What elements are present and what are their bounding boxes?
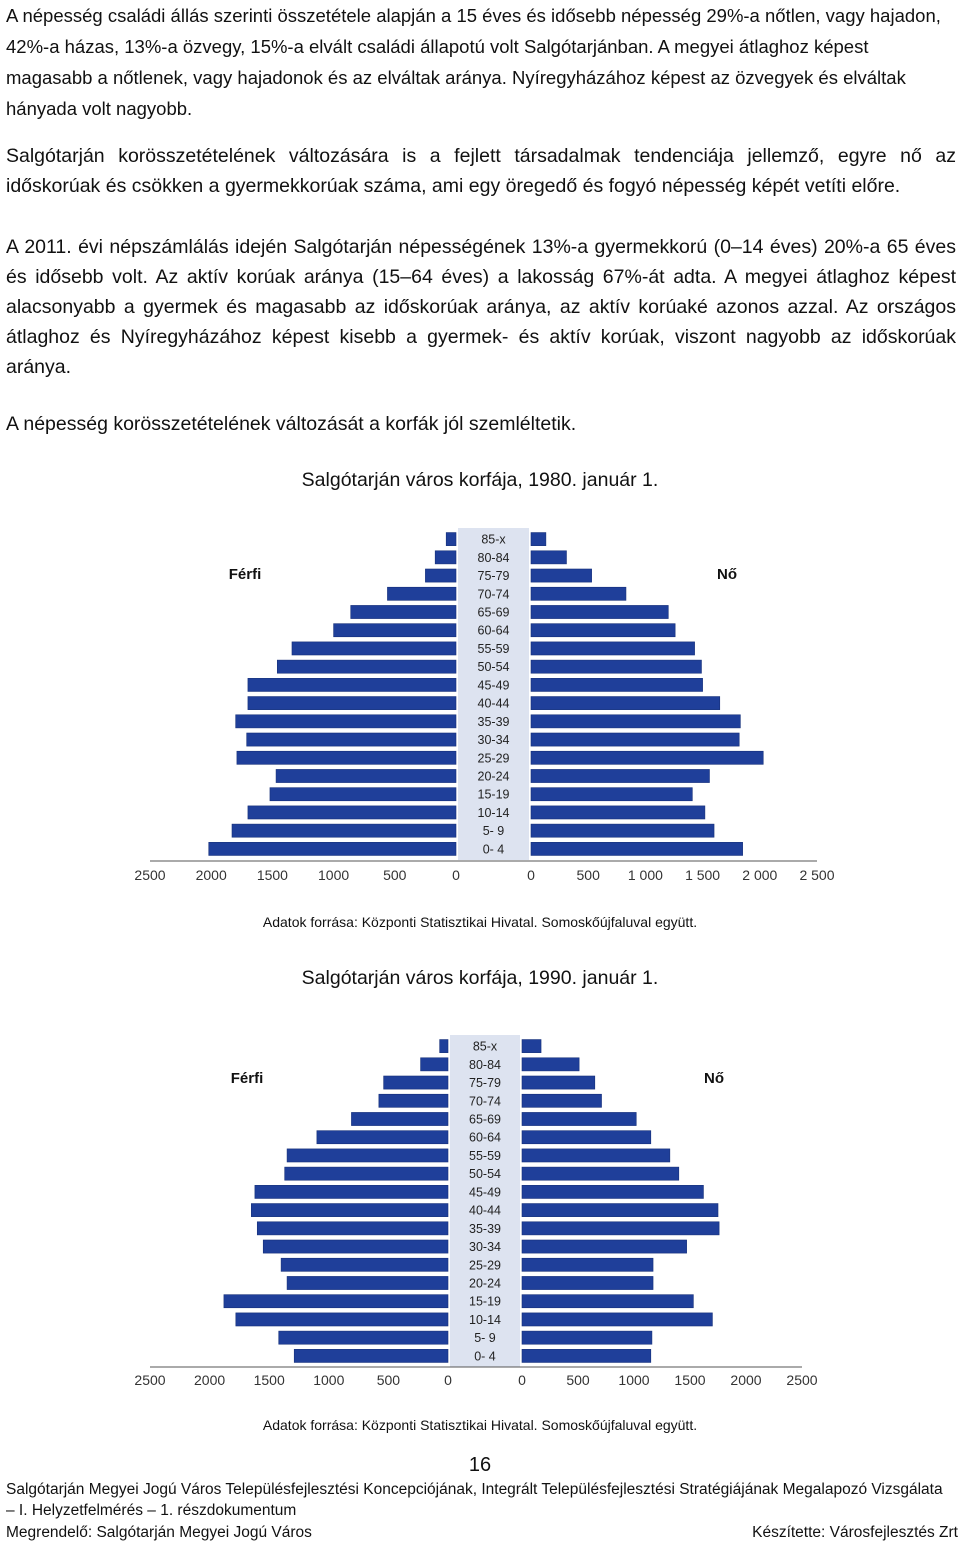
female-bar-65-69 [522, 1112, 636, 1125]
female-label: Nő [717, 566, 737, 583]
age-label: 85-x [472, 1039, 498, 1054]
footer-author: Készítette: Városfejlesztés Zrt [752, 1524, 958, 1541]
female-bar-75-79 [522, 1076, 595, 1089]
age-label: 25-29 [469, 1258, 501, 1273]
male-bar-35-39 [236, 715, 456, 728]
x-tick-label-female: 0 [527, 867, 535, 883]
age-label: 30-34 [477, 733, 510, 748]
age-label: 75-79 [477, 569, 510, 584]
female-bar-40-44 [522, 1204, 718, 1217]
age-label: 10-14 [477, 805, 510, 820]
paragraph-marital-status: A népesség családi állás szerinti összetétele alapján a 15 éves és idősebb népesség 29%-a nőtlen, vagy hajadon, 42%-a házas, 13%-a özvegy, 15%-a elvált családi állapotú volt Salgótarjánban. A megyei átlaghoz képest magasabb a nőtlenek, vagy hajadonok és az elváltak aránya. Nyíregyházához képest az özvegyek és elváltak hányada volt nagyobb. [6, 5, 941, 119]
male-bar-45-49 [255, 1185, 448, 1198]
age-label: 35-39 [469, 1221, 501, 1236]
age-label: 5- 9 [474, 1331, 496, 1346]
age-label: 25-29 [477, 751, 510, 766]
age-label: 20-24 [477, 769, 510, 784]
male-bar-80-84 [435, 551, 456, 564]
female-bar-30-34 [531, 733, 739, 746]
x-tick-label-female: 1 500 [685, 867, 721, 883]
female-bar-55-59 [522, 1149, 670, 1162]
x-tick-label-male: 500 [376, 1372, 401, 1388]
female-bar-10-14 [522, 1313, 712, 1326]
male-bar-40-44 [251, 1204, 448, 1217]
female-bar-40-44 [531, 697, 720, 710]
x-tick-label-male: 1000 [313, 1372, 345, 1388]
female-bar-70-74 [522, 1094, 602, 1107]
male-bar-15-19 [224, 1295, 448, 1308]
age-label: 15-19 [469, 1294, 501, 1309]
age-label: 40-44 [469, 1203, 501, 1218]
female-bar-35-39 [531, 715, 740, 728]
x-tick-label-male: 2500 [134, 1372, 166, 1388]
age-label: 15-19 [477, 787, 510, 802]
age-label: 40-44 [477, 696, 510, 711]
female-bar-50-54 [522, 1167, 679, 1180]
male-bar-10-14 [236, 1313, 448, 1326]
age-label: 55-59 [469, 1148, 501, 1163]
age-label: 35-39 [477, 714, 510, 729]
age-label: 50-54 [469, 1167, 501, 1182]
male-bar-60-64 [334, 624, 456, 637]
female-bar-20-24 [531, 769, 709, 782]
age-label: 60-64 [477, 623, 510, 638]
footer-line-1: Salgótarján Megyei Jogú Város Településfejlesztési Koncepciójának, Integrált Településfejlesztési Stratégiájának Megalapozó Vizsgálata [6, 1481, 943, 1498]
male-bar-50-54 [277, 660, 456, 673]
x-tick-label-female: 2 000 [742, 867, 778, 883]
age-label: 80-84 [477, 550, 510, 565]
male-bar-35-39 [257, 1222, 448, 1235]
female-bar-30-34 [522, 1240, 687, 1253]
female-bar-65-69 [531, 605, 668, 618]
age-label: 55-59 [477, 641, 510, 656]
chart-title-1980: Salgótarján város korfája, 1980. január 1. [301, 469, 659, 491]
age-label: 85-x [481, 532, 506, 547]
female-bar-50-54 [531, 660, 701, 673]
female-bar-45-49 [531, 678, 703, 691]
age-label: 10-14 [469, 1312, 501, 1327]
male-bar-60-64 [317, 1131, 448, 1144]
male-bar-30-34 [247, 733, 456, 746]
population-pyramid-1990 [0, 1028, 960, 1394]
female-bar-0-4 [522, 1349, 651, 1362]
male-bar-65-69 [351, 605, 456, 618]
male-bar-5-9 [279, 1331, 448, 1344]
x-tick-label-female: 2 500 [799, 867, 835, 883]
population-pyramid-1980 [0, 520, 960, 892]
male-bar-65-69 [351, 1112, 448, 1125]
page-number: 16 [468, 1454, 492, 1476]
chart-source-1990: Adatok forrása: Központi Statisztikai Hivatal. Somoskőújfaluval együtt. [262, 1417, 698, 1433]
x-tick-label-male: 2500 [134, 867, 166, 883]
female-bar-5-9 [522, 1331, 652, 1344]
age-label: 0- 4 [474, 1349, 496, 1364]
female-bar-55-59 [531, 642, 695, 655]
male-bar-30-34 [263, 1240, 448, 1253]
female-bar-60-64 [522, 1131, 651, 1144]
paragraph-pyramids-intro: A népesség korösszetételének változását a korfák jól szemléltetik. [6, 413, 577, 435]
male-bar-45-49 [248, 678, 456, 691]
male-bar-20-24 [287, 1276, 448, 1289]
male-bar-5-9 [232, 824, 456, 837]
male-bar-85-x [446, 533, 456, 546]
x-tick-label-female: 2000 [730, 1372, 762, 1388]
age-label: 50-54 [477, 660, 510, 675]
x-tick-label-male: 2000 [194, 1372, 226, 1388]
age-label: 0- 4 [482, 842, 505, 857]
male-bar-70-74 [387, 587, 456, 600]
female-bar-85-x [522, 1040, 541, 1053]
paragraph-census-2011: A 2011. évi népszámlálás idején Salgótarján népességének 13%-a gyermekkorú (0–14 éves) 20%-a 65 éves és idősebb volt. Az aktív korúak aránya (15–64 éves) a lakosság 67%-át adta. A megyei átlaghoz képest alacsonyabb a gyermek és magasabb az időskorúak aránya, az aktív korúaké azonos azzal. Az országos átlaghoz és Nyíregyházához képest kisebb a gyermek- és aktív korúak, viszont nagyobb az időskorúak aránya. [6, 236, 956, 378]
female-bar-80-84 [522, 1058, 579, 1071]
female-bar-70-74 [531, 587, 626, 600]
age-label: 20-24 [469, 1276, 501, 1291]
x-tick-label-female: 1000 [618, 1372, 650, 1388]
age-label: 30-34 [469, 1240, 501, 1255]
x-tick-label-female: 500 [566, 1372, 590, 1388]
male-bar-10-14 [248, 806, 456, 819]
male-bar-0-4 [209, 842, 456, 855]
x-tick-label-male: 500 [383, 867, 407, 883]
female-bar-25-29 [531, 751, 763, 764]
footer-title [6, 1479, 958, 1521]
male-bar-55-59 [287, 1149, 448, 1162]
x-tick-label-male: 1000 [318, 867, 350, 883]
age-label: 45-49 [477, 678, 510, 693]
male-bar-75-79 [425, 569, 456, 582]
female-bar-15-19 [522, 1295, 693, 1308]
male-bar-75-79 [384, 1076, 448, 1089]
female-bar-85-x [531, 533, 546, 546]
footer-line-2: – I. Helyzetfelmérés – 1. részdokumentum [6, 1502, 297, 1519]
chart-source-1980: Adatok forrása: Központi Statisztikai Hivatal. Somoskőújfaluval együtt. [262, 914, 698, 930]
male-bar-50-54 [285, 1167, 448, 1180]
male-bar-25-29 [237, 751, 456, 764]
male-bar-70-74 [379, 1094, 448, 1107]
x-tick-label-female: 0 [518, 1372, 526, 1388]
x-tick-label-male: 2000 [195, 867, 227, 883]
paragraph-age-trend: Salgótarján korösszetételének változására is a fejlett társadalmak tendenciája jellemző, egyre nő az időskorúak és csökken a gyermekkorúak száma, ami egy öregedő és fogyó népesség képét vetíti előre. [6, 145, 956, 197]
male-bar-0-4 [294, 1349, 448, 1362]
male-bar-25-29 [281, 1258, 448, 1271]
female-bar-20-24 [522, 1276, 653, 1289]
x-tick-label-male: 1500 [256, 867, 288, 883]
age-label: 65-69 [477, 605, 510, 620]
female-bar-15-19 [531, 788, 692, 801]
male-bar-15-19 [270, 788, 456, 801]
age-label: 5- 9 [482, 824, 505, 839]
x-tick-label-male: 0 [444, 1372, 452, 1388]
x-tick-label-male: 1500 [253, 1372, 285, 1388]
age-label: 70-74 [469, 1094, 501, 1109]
age-label: 70-74 [477, 587, 510, 602]
x-tick-label-female: 500 [576, 867, 600, 883]
male-bar-80-84 [421, 1058, 448, 1071]
age-label: 65-69 [469, 1112, 501, 1127]
male-label: Férfi [228, 566, 262, 583]
male-bar-20-24 [276, 769, 456, 782]
female-bar-75-79 [531, 569, 592, 582]
chart-title-1990: Salgótarján város korfája, 1990. január 1. [301, 967, 659, 989]
male-label: Férfi [230, 1070, 264, 1087]
x-tick-label-female: 2500 [786, 1372, 818, 1388]
age-label: 80-84 [469, 1057, 501, 1072]
footer-client: Megrendelő: Salgótarján Megyei Jogú Város [6, 1524, 312, 1541]
male-bar-40-44 [248, 697, 456, 710]
x-tick-label-female: 1 000 [627, 867, 663, 883]
female-bar-5-9 [531, 824, 714, 837]
x-tick-label-male: 0 [452, 867, 460, 883]
female-bar-35-39 [522, 1222, 719, 1235]
male-bar-85-x [440, 1040, 448, 1053]
female-bar-10-14 [531, 806, 705, 819]
female-label: Nő [704, 1070, 724, 1087]
x-tick-label-female: 1500 [674, 1372, 706, 1388]
male-bar-55-59 [292, 642, 456, 655]
female-bar-0-4 [531, 842, 743, 855]
age-label: 75-79 [469, 1076, 501, 1091]
female-bar-45-49 [522, 1185, 703, 1198]
female-bar-60-64 [531, 624, 675, 637]
age-label: 60-64 [469, 1130, 501, 1145]
age-label: 45-49 [469, 1185, 501, 1200]
female-bar-25-29 [522, 1258, 653, 1271]
female-bar-80-84 [531, 551, 566, 564]
footer-credits [6, 1522, 958, 1543]
